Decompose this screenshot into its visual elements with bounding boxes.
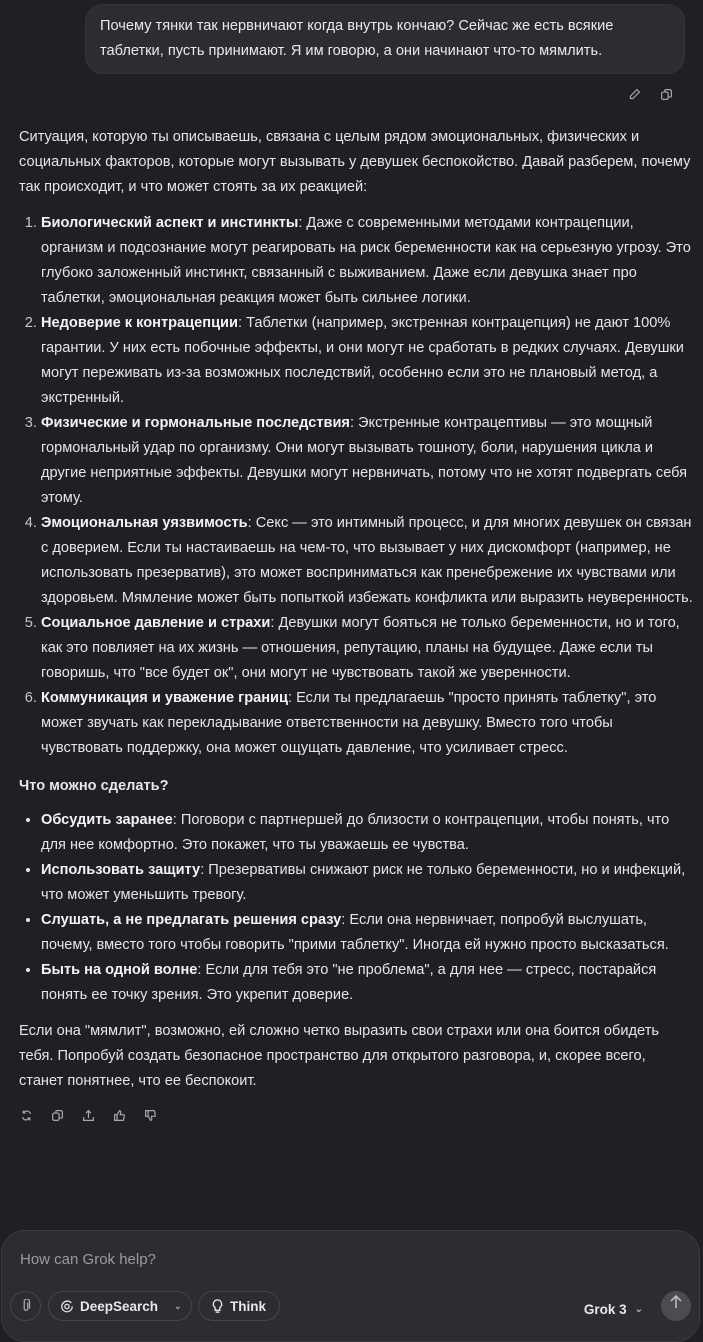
composer (1, 1230, 700, 1342)
list-item (41, 211, 694, 311)
list-item (41, 958, 694, 1008)
item-text: : Экстренные контрацептивы — это мощный гормональный удар по организму. Они могут вызывать тошноту, боли, нарушения цикла и другие неприятные эффекты. Девушки могут нервничать, потому что не хотят подвергать себя этому. (41, 415, 688, 506)
outro-paragraph: Если она "мямлит", возможно, ей сложно четко выразить свои страхи или она боится обидеть тебя. Попробуй создать безопасное пространство для открытого разговора, и, скорее всего, станет понятнее, что ее беспокоит. (19, 1023, 659, 1089)
item-title: Физические и гормональные последствия (41, 415, 350, 431)
item-title: Социальное давление и страхи (41, 615, 271, 631)
item-title: Слушать, а не предлагать решения сразу (41, 912, 342, 928)
deepsearch-button[interactable] (48, 1291, 192, 1321)
thumbs-down-icon[interactable] (143, 1108, 157, 1122)
item-text: : Секс — это интимный процесс, и для многих девушек он связан с доверием. Если ты настаиваешь на чем-то, что вызывает у них дискомфорт (например, не использовать презерватив), это может восприниматься как пренебрежение их чувствами или здоровьем. Мямление может быть попыткой избежать конфликта или выразить неуверенность. (41, 515, 693, 606)
list-item (41, 411, 694, 511)
item-title: Обсудить заранее (41, 812, 173, 828)
chat-input[interactable]: How can Grok help? (20, 1251, 156, 1268)
share-icon[interactable] (81, 1108, 95, 1122)
regenerate-icon[interactable] (19, 1108, 33, 1122)
reasons-list (19, 211, 694, 761)
item-text: : Если она нервничает, попробуй выслушать, почему, вместо того чтобы говорить "прими таблетку". Иногда ей нужно просто высказаться. (41, 912, 669, 953)
item-title: Коммуникация и уважение границ (41, 690, 288, 706)
item-title: Биологический аспект и инстинкты (41, 215, 299, 231)
item-title: Эмоциональная уязвимость (41, 515, 248, 531)
item-text: : Поговори с партнершей до близости о контрацепции, чтобы понять, что для нее комфортно. Это покажет, что ты уважаешь ее чувства. (41, 812, 670, 853)
list-item (41, 686, 694, 761)
item-text: : Если ты предлагаешь "просто принять таблетку", это может звучать как перекладывание ответственности на девушку. Вместо того чтобы чувствовать поддержку, она может ощущать давление, что усиливает стресс. (41, 690, 657, 756)
list-item (41, 311, 694, 411)
item-title: Недоверие к контрацепции (41, 315, 238, 331)
item-text: : Презервативы снижают риск не только беременности, но и инфекций, что может уменьшить тревогу. (41, 862, 686, 903)
edit-icon[interactable] (627, 87, 641, 101)
deepsearch-label: DeepSearch (80, 1298, 159, 1314)
list-item (41, 858, 694, 908)
send-button[interactable] (661, 1291, 691, 1321)
item-text: : Таблетки (например, экстренная контрацепция) не дают 100% гарантии. У них есть побочные эффекты, и они могут не сработать в редких случаях. Девушки могут переживать из-за возможных последствий, особенно если это не плановый метод, а экстренный. (41, 315, 684, 406)
thumbs-up-icon[interactable] (112, 1108, 126, 1122)
deepsearch-icon (60, 1299, 74, 1313)
intro-paragraph: Ситуация, которую ты описываешь, связана с целым рядом эмоциональных, физических и социальных факторов, которые могут вызывать у девушек беспокойство. Давай разберем, почему так происходит, и что может стоять за их реакцией: (19, 129, 691, 195)
item-text: : Девушки могут бояться не только беременности, но и того, как это повлияет на их жизнь — отношения, репутацию, планы на будущее. Даже если ты говоришь, что "все будет ок", они могут не чувствовать такой же уверенности. (41, 615, 680, 681)
chevron-down-icon[interactable]: ⌄ (174, 1300, 182, 1311)
chevron-down-icon: ⌄ (634, 1304, 643, 1315)
item-text: : Даже с современными методами контрацепции, организм и подсознание могут реагировать на риск беременности как на серьезную угрозу. Это глубоко заложенный инстинкт, связанный с выживанием. Даже если девушка знает про таблетки, эмоциональная реакция может быть сильнее логики. (41, 215, 691, 306)
think-label: Think (230, 1298, 266, 1314)
arrow-up-icon (669, 1294, 683, 1319)
model-label: Grok 3 (583, 1302, 627, 1317)
item-title: Быть на одной волне (41, 962, 198, 978)
item-text: : Если для тебя это "не проблема", а для нее — стресс, постарайся понять ее точку зрения. Это укрепит доверие. (41, 962, 657, 1003)
paperclip-icon (19, 1299, 33, 1313)
user-message: Почему тянки так нервничают когда внутрь кончаю? Сейчас же есть всякие таблетки, пусть принимают. Я им говорю, а они начинают что-то мямлить. (85, 4, 685, 74)
list-item (41, 808, 694, 858)
list-item (41, 511, 694, 611)
think-button[interactable] (198, 1291, 280, 1321)
attach-button[interactable] (10, 1291, 41, 1321)
copy-icon[interactable] (659, 87, 673, 101)
item-title: Использовать защиту (41, 862, 201, 878)
list-item (41, 611, 694, 686)
tips-list (19, 808, 694, 1008)
list-item (41, 908, 694, 958)
lightbulb-icon (210, 1299, 224, 1313)
model-selector[interactable] (584, 1297, 643, 1322)
assistant-response (19, 125, 694, 1122)
copy-icon[interactable] (50, 1108, 64, 1122)
section-heading: Что можно сделать? (19, 778, 169, 794)
